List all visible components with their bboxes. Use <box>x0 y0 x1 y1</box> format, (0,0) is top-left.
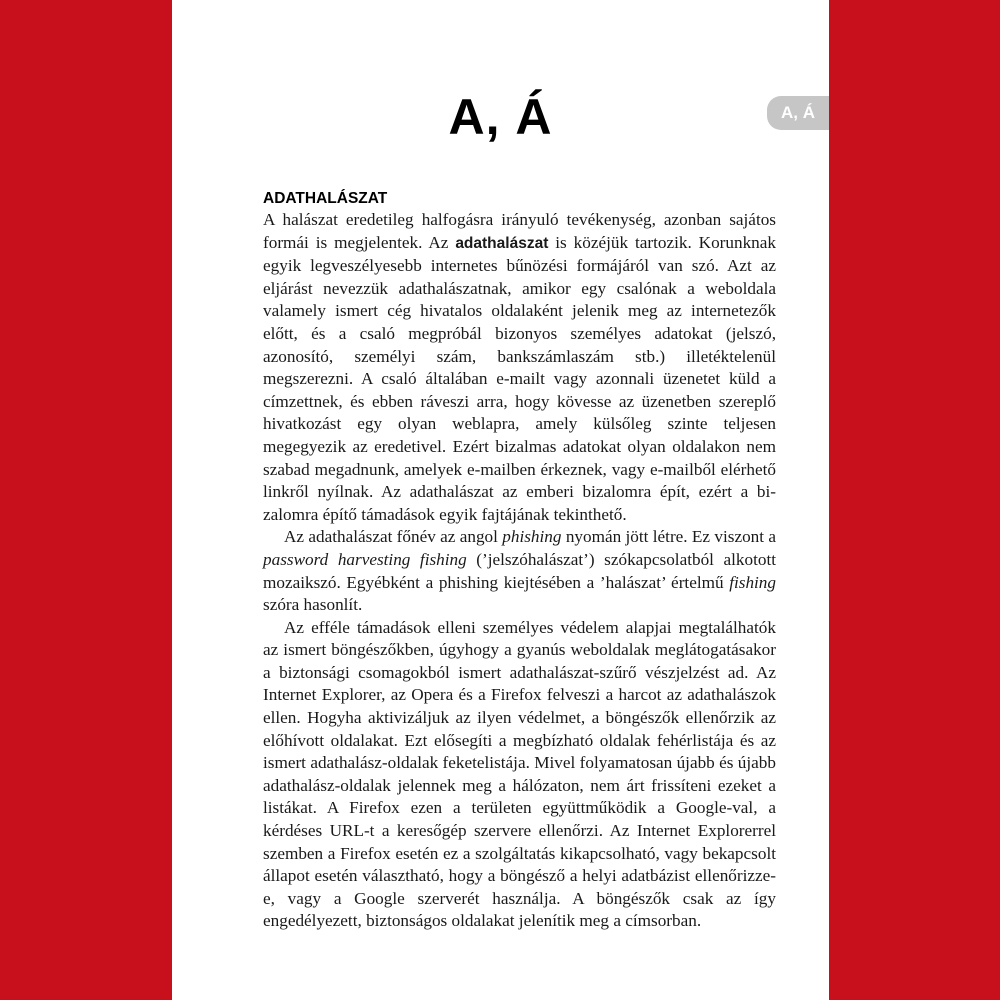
dictionary-entry <box>263 190 776 933</box>
italic-term: password harvesting fishing <box>263 549 467 569</box>
text-run: Az adathalászat főnév az angol <box>284 527 503 547</box>
text-run: is közéjük tartozik. Korunknak egyik legveszélyesebb internetes bűnözési formájáról van szó. Azt az eljárást nevezzük adathalászatnak, amikor egy csalónak a weboldala valamely ismert cég hivatalos oldalaként jelenik meg az internetezők előtt, és a csaló megpróbál bizonyos személyes adatokat (jelszó, azonosító, személyi szám, bankszámlaszám stb.) illetéktelenül megszerezni. A csaló általában e-mailt vagy azonnali üzenetet küld a címzettnek, és ebben ráveszi arra, hogy kövesse az üzenetben szereplő hivatkozást egy olyan weblapra, amely külsőleg szinte teljesen megegyezik az eredetivel. Ezért bizalmas adatokat olyan oldalakon nem szabad megadnunk, amelyek e-mailben érkeznek, vagy e-mailből elérhető linkről nyílnak. Az adathalászat az emberi bizalomra épít, ezért a bizalomra építő támadások egyik fajtájának tekinthető. <box>263 232 776 524</box>
italic-term: phishing <box>502 527 562 547</box>
chapter-heading: A, Á <box>448 89 553 145</box>
italic-term: fishing <box>729 572 776 592</box>
text-run: (’jelszóhalászat’) szókapcsolatból alkotott mozaikszó. Egyébként a phishing kiejtésében a ’halászat’ értelmű <box>263 549 777 592</box>
entry-headword: ADATHALÁSZAT <box>263 190 388 207</box>
text-run: szóra hasonlít. <box>263 595 363 615</box>
text-run: A halászat eredetileg halfogásra irányuló tevékenység, azonban sajátos formái is megjelentek. Az <box>263 210 776 252</box>
entry-paragraph-3: Az efféle támadások elleni személyes védelem alapjai megtalálhatók az ismert böngészőkben, úgyhogy a gyanús weboldalak meglátogatásakor a biztonsági csomagokból ismert adathalászat-szűrő vészjelzést ad. Az Internet Explorer, az Opera és a Firefox felveszi a harcot az adathalászok ellen. Hogyha aktivizáljuk az ilyen védelmet, a böngészők ellenőrzik az előhívott oldalakat. Ezt elősegíti a megbízható oldalak fehérlistája és az ismert adathalász-oldalak feketelistája. Mivel folyamatosan újabb és újabb adathalász-oldalak jelennek meg a hálózaton, nem árt frissíteni ezeket a listákat. A Firefox ezen a területen együttműködik a Google-val, a kérdéses URL-t a keresőgép szervere ellenőrzi. Az Internet Explorerrel szemben a Firefox esetén ez a szolgáltatás kikapcsolható, vagy bekapcsolt állapot esetén választható, hogy a böngésző a helyi adatbázist ellenőrizze-e, vagy a Google szerverét használja. A böngészők csak az így engedélyezett, biztonságos oldalakat jelenítik meg a címsorban. <box>263 617 776 931</box>
thumb-index-tab: A, Á <box>767 96 829 130</box>
bold-term: adathalászat <box>455 234 549 252</box>
entry-paragraph-2 <box>263 526 776 616</box>
text-run: nyomán jött létre. Ez viszont a <box>561 527 777 547</box>
entry-paragraph-1 <box>263 209 776 526</box>
